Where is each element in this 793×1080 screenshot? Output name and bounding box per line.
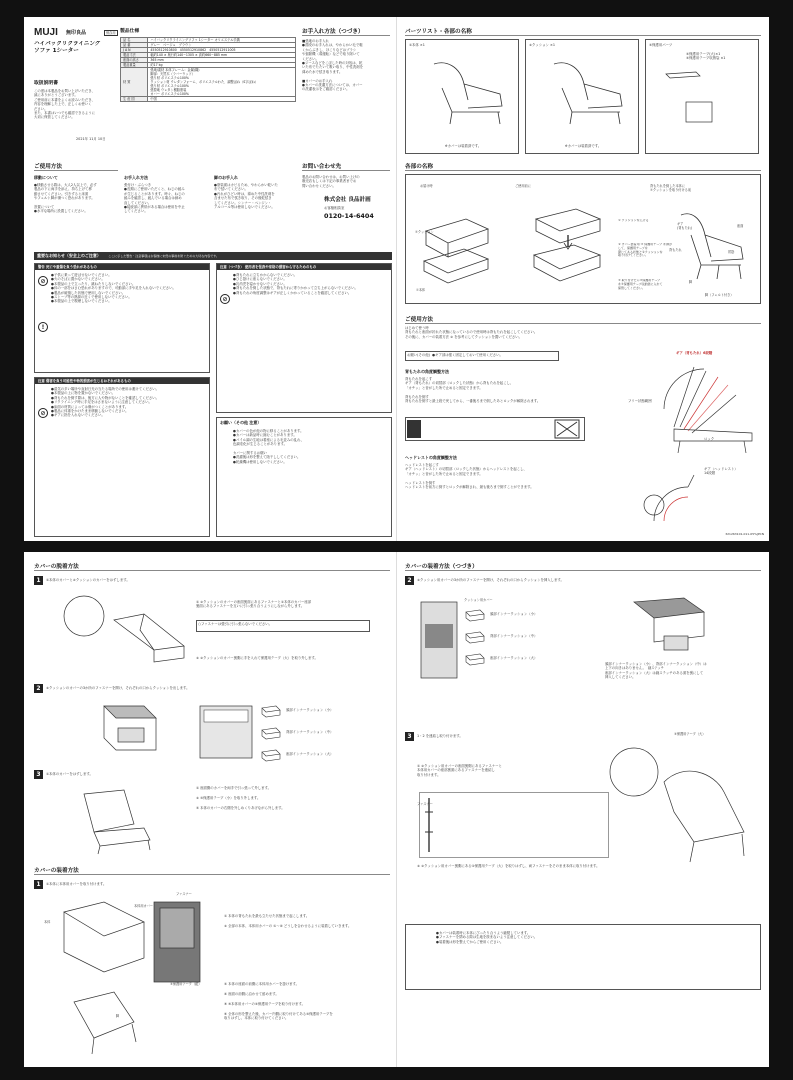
- step-number: 2: [405, 576, 414, 585]
- part-note: ※カバーは装着済です。: [564, 144, 602, 148]
- fold-line: [396, 17, 397, 541]
- inner-cushion-label: 背部インナークッション（中）: [286, 730, 334, 734]
- part-panel: [405, 39, 519, 154]
- manual-date: 2021年 11月 10日: [76, 137, 106, 141]
- spec-label: 品 名: [121, 38, 148, 43]
- step-title: ②クッションのカバーの3か所のファスナーを開け、それぞれの口からクッションを出します。: [46, 686, 190, 690]
- remove-note-4: ② ③保護用テープ（小）を取り外します。: [196, 796, 261, 800]
- spec-label: 品 番: [121, 43, 148, 48]
- parts-heading: パーツリスト・各部の名称: [405, 27, 761, 36]
- names-step: ② カバー装着用 ③ 保護用テープ を剥がして、保護用テープを 閉じてある状態と②クッションを 取り付けてください。: [618, 243, 673, 258]
- back-adjust-text: 背もたれを起こす ギア（背もたれ）の切替部（ロックした状態）から背もたれを起こし、 「カチッ」と音がした所で止めると固定できます。 背もたれを倒す 背もたれを倒すと最上段で戻してから、一番後ろまで倒したあとロックが解除されます。: [405, 377, 541, 404]
- care-heading: お手入れ方法（つづき）: [302, 27, 390, 36]
- spec-row: [121, 97, 296, 102]
- cushion-illustration: [536, 54, 630, 134]
- name-label: 肘掛: [728, 250, 735, 254]
- caution-box: [34, 377, 210, 537]
- name-label: 背もたれ: [669, 248, 682, 252]
- other-heading: お願い（その他 注意）: [220, 420, 262, 425]
- connect-body-cushion-illustration: [604, 732, 760, 872]
- cover-remove-illustration: [44, 590, 194, 678]
- part-label: ①本体 ×1: [409, 43, 425, 47]
- remove-note-3: ① 座面側のカバーを両手で引っ張って外します。: [196, 786, 272, 790]
- attach-note-1: ① 本体の背もたれを最も立たせた状態まで起こします。: [224, 914, 310, 918]
- name-label: 背もたれを倒した本体に ②クッションを取り付ける前: [650, 184, 692, 193]
- spec-label: 生 産 国: [121, 97, 148, 102]
- spec-table: [120, 37, 296, 102]
- prohibited-icon: ⊘: [38, 276, 48, 286]
- cont-label: クッション用カバー: [464, 598, 493, 602]
- part-panel: [645, 39, 759, 154]
- attach-label: 本体: [44, 920, 51, 924]
- inner-cushion-illustration: [464, 630, 486, 644]
- howto-heading: ご使用方法: [405, 315, 761, 324]
- brand-logo: MUJI: [34, 27, 58, 38]
- attach-label: 本体用カバー: [134, 904, 154, 908]
- step-number: 1: [34, 880, 43, 889]
- inner-cushion-label: 頭部インナークッション（小）: [490, 612, 538, 616]
- spec-value: 365 mm: [148, 58, 296, 63]
- cover-attach-cont-heading: カバーの装着方法（つづき）: [405, 562, 761, 571]
- cont-note-1: 頭部インナークッション（小）、背部インナークッション（中）は 上下の向きはありません。 座部インナークッション（大）は縫ステッチのある面を裏にして 挿入してください。: [605, 662, 707, 680]
- brand-name: 無印良品: [66, 30, 87, 36]
- phone-number: 0120-14-6404: [324, 212, 374, 220]
- cont-label: ファスナー: [417, 802, 433, 806]
- cont-label: 縫ステッチ: [648, 666, 664, 670]
- inner-cushion-illustration: [464, 608, 486, 622]
- step-number: 1: [34, 576, 43, 585]
- spec-value: 張地/素材 本体フレーム：金属(鋼) 脚部：天然木（ラバーウッド） 張り材 ポリエステル100% クッション材 ウレタンフォーム、ポリエステルわた、調整ばね（S字ばね） 張り材 ポリエステル100% 張替地 ウレタン樹脂塗装 カバー ポリエステル100%: [148, 68, 296, 97]
- caution2-box: [216, 263, 392, 413]
- final-notice-box: [405, 924, 761, 990]
- cont-label: ③保護用テープ（大）: [674, 732, 706, 736]
- attach-label: ③保護用テープ（縦）: [170, 982, 202, 986]
- warning-heading: 警告 死亡や重傷を負う恐れがあるもの: [35, 264, 209, 270]
- usage-col-text: ●塗装面はカビるため、やわらかい乾いた 布で拭いてください。 ●汚れがひどい時は、薄めた中性洗剤を 含ませた布で拭き取り、その後乾拭き してください。シンナー・ベンジン・ アルコール等は使用しないでください。: [214, 183, 278, 210]
- cont-note-2: ① ②クッション用カバーの座面裏側にあるファスナーと 本体用カバーの座部裏面にあるファスナーを連結し 取り付けます。: [417, 764, 502, 777]
- instruction-sheet-front: [24, 17, 769, 541]
- howto-text: はじめて使う時 背もたれと座面が折れた状態になっているので使用時は背もたれを起こしてください。 その後に、カバーの装着方法 ② を参考にしてクッションを置いてください。: [405, 326, 538, 339]
- name-label: 脚（フェルト付き）: [705, 293, 734, 297]
- safety-notice-sub: ここに示した警告・注意事項はお客様に未然の事故を防ぐための大切な内容です。: [108, 254, 220, 258]
- cover-attach-illustration: [44, 892, 204, 1060]
- spec-label: 製品重量: [121, 63, 148, 68]
- attach-note-2: ② 全部の本体、本体用カバーの ①〜④ どうしを合わせるように装着していきます。: [224, 924, 352, 928]
- name-label: 脚: [689, 280, 693, 284]
- name-label: ギア (背もたれ): [677, 222, 693, 231]
- remove-note-2: ② ②クッションのカバー裏側に手を入れて保護用テープ（大）を取り外します。: [196, 656, 318, 660]
- inner-cushion-label: 背部インナークッション（中）: [490, 634, 538, 638]
- manual-heading: 取扱説明書: [34, 81, 58, 86]
- spec-value: 中国: [148, 97, 296, 102]
- headrest-adjust-heading: ヘッドレストの角度調整方法: [405, 455, 457, 460]
- part-panel: [525, 39, 639, 154]
- contact-heading: お問い合わせ先: [302, 162, 390, 171]
- prohibited-icon: ⊘: [220, 294, 230, 304]
- step-title: 1・2 を連結し取り付けます。: [417, 734, 463, 738]
- spec-value: グレー ベージュ ブラウン: [148, 43, 296, 48]
- cushion-cover-illustration: [94, 698, 164, 758]
- spec-row: [121, 68, 296, 97]
- caution-text: ●湿気の多い場所や直射日光の当たる場所での使用は避けてください。 ●本製品の上に物を置かないでください。 ●背もたれを倒す際は、後方に人や物がないことを確認してください。 ●リクライニング時に手足をはさまないように注意してください。 ●床面の材質によっては傷がつくことがあります。 ●製品に体重をかけたまま移動しないでください。 ●ギアに指を入れないでください。: [51, 387, 160, 418]
- inner-cushion-label: 座部インナークッション（大）: [286, 752, 334, 756]
- spec-value: 幅約140 × 奥行約140~1305 × 高約660~885 mm: [148, 53, 296, 58]
- caution2-text: ●背もたれに立ちかからないでください。 ●ひじ掛けに座らないでください。 ●乳幼児を寝かせないでください。 ●背もたれを倒した状態で、背もたれに寄りかかって立ち上がらないでください。 ●背もたれの角度調整はギアが正しくかかっていることを確認してください。: [233, 273, 358, 295]
- usage-col-text: ●移動させる際は、大人2人以上で、必ず 製品の下に両手を添え、持ち上げて移 動させてください。引きずると床面 やフェルト脚が傷つく恐れがあります。 設置について ●水平な場所に設置してください。: [34, 183, 97, 214]
- keep-badge: 保存用: [106, 31, 116, 35]
- manual-intro: この度は本製品をお買い上げいただき、 誠にありがとうございます。 ご使用前に本書をよくお読みいただき、 内容を理解した上で、正しくお使いく ださい。 また、本書はいつでも確認できるように 大切に保管してください。: [34, 89, 96, 120]
- other-notice-box: [216, 417, 392, 537]
- inner-cushion-illustration: [464, 652, 486, 666]
- part-note: ※カバーは装着済です。: [444, 144, 482, 148]
- cushion-insert-illustration: [624, 592, 724, 662]
- name-label: 座面: [737, 224, 744, 228]
- delivered-state-illustration: [416, 201, 496, 289]
- remove-note-1: ① ②クッションのカバーの座面裏面にあるファスナーと①本体のカバー座部 裏面にあるファスナーを互いに引っ張り合うようにしながら外します。: [196, 600, 312, 609]
- name-label: ご使用前に: [515, 184, 531, 188]
- remove-note-5: ③ 本体のカバーの右側を外しめくりあげながら外します。: [196, 806, 285, 810]
- spec-value: ハイバックリクライニングソファ 1シーター オリエステル手織: [148, 38, 296, 43]
- gear-label: ギア（背もたれ）6段階: [676, 351, 713, 355]
- inner-cushion-illustration: [260, 726, 282, 740]
- safety-notice-title: 重要なお知らせ（安全上のご注意）: [37, 253, 101, 258]
- company-name: 株式会社 良品計画: [324, 197, 371, 203]
- usage-col-text: 張付け・ぶらつき ●長期にご使用いただくと、ねじの緩み が生じることがあります。時々、ねじの 緩みを確認し、緩んでいる場合は締め 直してください。 ●接続部に異常がある場合は使用を中止 してください。: [124, 183, 185, 214]
- part-note: ③保護用テープ(大)×1 ③保護用テープ収納袋 ×1: [686, 52, 726, 61]
- care-text: ■張地のお手入れ ●普段のお手入れは、やわらかい毛で軽 くからぶきし、ほこりなどはブラシ や掃除機（弱運転）などで取り除いて ください。 ●ジースなどをこぼした時の対処は、乾 いた布でたたいて吸い取り、中性洗剤を 薄めた水で拭き取ります。 ■カバーのお手入れ ●カバーの洗濯方法については、カバー の洗濯表示をご確認ください。: [302, 39, 364, 92]
- attach-note-3: ③ 本体の座面の前側に本体用カバーを掛けます。: [224, 982, 300, 986]
- usage-heading: ご使用方法: [34, 162, 118, 171]
- attach-note-4: ④ 座面の前側に沿わせて留めます。: [224, 992, 279, 996]
- step-title: ①本体のカバーをはずします。: [46, 772, 93, 776]
- usage-col-heading: 移動について: [34, 175, 58, 180]
- lock-label: ロック: [704, 437, 715, 441]
- warning-text: ●子供に乗って遊ばせないでください。 ●火のそばに置かないでください。 ●本製品の上で立ったり、跳ねたりしないでください。 ●体の一部をはさむ恐れがありますので、可動部に手や足を入れないでください。 ●製品が破損した状態で使用しないでください。 ●ストーブ等の熱源の近くで使用しないでください。 ●本製品の上で喫煙しないでください。: [51, 273, 176, 304]
- caution-heading: 注意 傷害を負う可能性や物的損害が生じるおそれがあるもの: [35, 378, 209, 384]
- final-notice-text: ●カバーは装着時に本体にぴったり合うよう縫製しています。 ●ファスナーを閉める際は生地を挟まないよう注意してください。 ●装着後は形を整えてからご使用ください。: [436, 931, 538, 944]
- step-title: ①本体に本体用カバーを取り付けます。: [46, 882, 107, 886]
- step-title: ②クッション用カバーの3か所のファスナーを開け、それぞれの口からクッションを挿入します。: [417, 578, 564, 582]
- names-step: ① クッションを広げる: [618, 219, 649, 222]
- attach-label: 脚: [116, 1014, 120, 1018]
- phone-label: お客様相談室: [324, 206, 345, 210]
- fold-line: [396, 552, 397, 1067]
- prohibited-icon: ⊘: [38, 408, 48, 418]
- attach-label: ファスナー: [176, 892, 192, 896]
- inner-cushion-label: 頭部インナークッション（小）: [286, 708, 334, 712]
- step-number: 3: [405, 732, 414, 741]
- attach-note-5: ⑤ ⑤本体用カバーの③保護用テープを取り付けます。: [224, 1002, 305, 1006]
- names-panel: [405, 174, 761, 304]
- cover-remove-heading: カバーの脱着方法: [34, 562, 390, 571]
- usage-col-heading: お手入れ方法: [124, 175, 148, 180]
- spec-label: 座面の高さ: [121, 58, 148, 63]
- safety-notice-bar: [34, 252, 392, 260]
- inner-cushion-illustration: [260, 748, 282, 762]
- step-title: ①本体のカバーと②クッションのカバーをはずします。: [46, 578, 130, 582]
- name-label: ②クッション: [415, 230, 434, 234]
- instruction-icon: !: [38, 322, 48, 332]
- body-cover-remove-illustration: [64, 784, 164, 856]
- free-range-label: フリー状態範囲: [628, 399, 652, 403]
- name-label: ①本体: [416, 288, 426, 292]
- footer-code: 321263101-011-05%JPCN: [725, 532, 764, 536]
- product-title: ハイバックリクライニング ソファ 1シーター: [34, 41, 101, 54]
- contact-text: 製品のお問い合わせは、お買い上げの 販売店もしくは下記の事業者までお 問い合わせください。: [302, 175, 360, 188]
- headrest-gear-label: ギア（ヘッドレスト） 14段階: [704, 467, 738, 476]
- headrest-adjust-text: ヘッドレストを起こす ギア（ヘッドレスト）の切替部（ロックした状態）からヘッドレストを起こし、 「カチッ」と音がした所で止めると固定できます。 ヘッドレストを倒す ヘッドレストを前方に倒すとロックが解除され、最も後ろまで倒すことができます。: [405, 463, 534, 490]
- name-label: お届け時: [420, 184, 433, 188]
- inner-cushion-illustration: [260, 704, 282, 718]
- cover-attach-heading: カバーの装着方法: [34, 866, 390, 875]
- spec-label: 材 質: [121, 68, 148, 97]
- usage-col-heading: 脚のお手入れ: [214, 175, 238, 180]
- spec-label: 製品寸法: [121, 53, 148, 58]
- inner-cushion-label: 座部インナークッション（大）: [490, 656, 538, 660]
- spec-value: 4550512910800 4550512910862 4550512911005: [148, 48, 296, 53]
- notice-example-panel: [405, 417, 585, 441]
- warning-box: [34, 263, 210, 373]
- instruction-sheet-back: [24, 552, 769, 1067]
- spec-value: 約17 kg: [148, 63, 296, 68]
- spec-heading: 製品仕様: [120, 29, 140, 34]
- part-label: ②クッション ×1: [529, 43, 556, 47]
- step-number: 3: [34, 770, 43, 779]
- remove-notice: ○ファスナーは強引に引っ張らないでください。: [196, 620, 370, 632]
- names-step: ③ 取り付けたら③保護用テープ を③保護用テープ収納袋に入れて 保管してください。: [618, 279, 663, 290]
- before-use-illustration: [516, 195, 616, 291]
- cont-note-3: ② ②クッション用カバー裏側にある③保護用テープ（大）を取りはずし、両ファスナーをそのまま本体に取り付けます。: [417, 864, 600, 868]
- caution2-heading: 注意（つづき） 使用者を怪我や家財の損害から守るためのもの: [217, 264, 391, 270]
- other-text: ●カバーの色が他の物に移ることがあります。 ●カバーは新品時に縮むことがあります。 ●パイル調の生地は着座による毛並みの乱れ、 色調変化が生じることがあります。 カバーに関するお願い ●洗濯後は形を整えて陰干ししてください。 ●乾燥機は使用しないでください。: [233, 429, 304, 464]
- step-number: 2: [34, 684, 43, 693]
- part-label: ③保護用パーツ: [649, 43, 673, 47]
- sofa-body-illustration: [416, 54, 510, 134]
- spec-label: J A N: [121, 48, 148, 53]
- howto-notice: お願い(その他) ●ギア部は強く固定しておいて使用ください。: [405, 351, 559, 361]
- attach-note-6: ⑥ 全体の形を整えた後、カバー内側に取り付けてある③保護用テープを 取りはずし、本体に取り付けてください。: [224, 1012, 333, 1021]
- back-adjust-heading: 背もたれの角度調整方法: [405, 369, 449, 374]
- names-heading: 各部の名称: [405, 162, 761, 171]
- cushion-layout-illustration: [196, 702, 256, 762]
- cushion-cover-flat-illustration: [419, 600, 459, 680]
